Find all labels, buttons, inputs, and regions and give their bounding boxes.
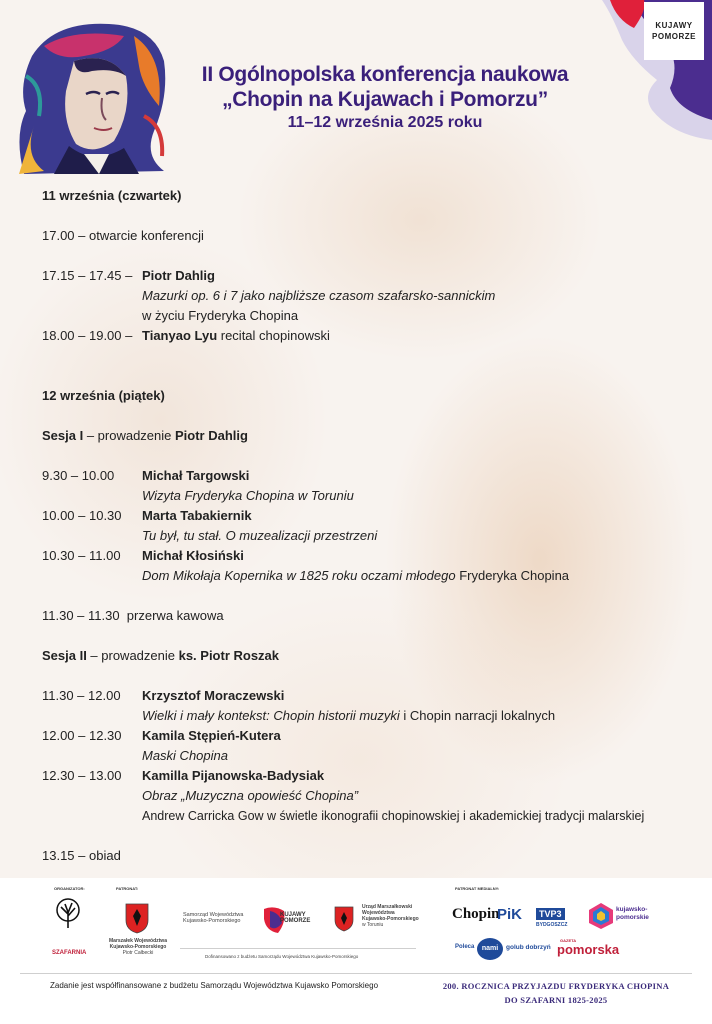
samorzad-text: Samorząd Województwa Kujawsko-Pomorskiego	[183, 912, 244, 924]
conference-title-block	[160, 62, 610, 134]
item-time: 10.00 – 10.30	[42, 508, 122, 523]
program-item	[42, 766, 692, 786]
tvp3-logo: TVP3	[536, 908, 565, 920]
funding-note: Dofinansowano z budżetu Samorządu Województwa Kujawsko-Pomorskiego	[205, 954, 359, 959]
item-time: 17.15 – 17.45 –	[42, 268, 133, 283]
szafarnia-logo: SZAFARNIA	[52, 950, 87, 956]
polskie-radio-chopin-logo: Chopin	[452, 906, 500, 922]
speaker-name: Marta Tabakiernik	[142, 508, 252, 523]
anniversary-text: 200. ROCZNICA PRZYJAZDU FRYDERYKA CHOPINA DO SZAFARNI 1825-2025	[442, 981, 670, 1005]
gazeta-label: GAZETA	[560, 938, 577, 943]
program-item	[42, 546, 692, 566]
organizer-label: ORGANIZATOR:	[54, 886, 85, 891]
poleca-label: Poleca	[455, 944, 475, 950]
program-item	[42, 466, 692, 486]
speaker-name: Michał Kłosiński	[142, 548, 244, 563]
talk-title-cont: w życiu Fryderyka Chopina	[142, 308, 299, 323]
brand-line2: POMORZE	[652, 32, 696, 41]
item-note: recital chopinowski	[217, 328, 330, 343]
program-item	[42, 506, 692, 526]
program-item	[42, 686, 692, 706]
title-dates: 11–12 września 2025 roku	[287, 114, 483, 131]
marshal-caption: Marszałek Województwa Kujawsko-Pomorskiego Piotr Całbecki	[109, 938, 167, 956]
speaker-name: Tianyao Lyu	[142, 328, 218, 343]
speaker-name: Kamilla Pijanowska-Badysiak	[142, 768, 325, 783]
lunch: 13.15 – obiad	[42, 848, 121, 863]
talk-title: Wielki i mały kontekst: Chopin historii muzyki i Chopin narracji lokalnych	[142, 708, 556, 723]
kujawy-pomorze-text: KUJAWY POMORZE	[280, 912, 311, 924]
footer	[0, 878, 712, 1024]
program-item	[42, 726, 692, 746]
tvp3-city: BYDGOSZCZ	[536, 922, 568, 928]
talk-title: Dom Mikołaja Kopernika w 1825 roku oczami młodego Fryderyka Chopina	[142, 568, 570, 583]
coat-of-arms-icon	[334, 906, 354, 932]
cofinancing-note: Zadanie jest współfinansowane z budżetu Samorządu Województwa Kujawsko Pomorskiego	[50, 981, 379, 990]
item-time: 9.30 – 10.00	[42, 468, 115, 483]
item-time: 11.30 – 12.00	[42, 688, 121, 703]
media-label: PATRONAT MEDIALNY:	[455, 886, 500, 891]
coat-of-arms-icon	[124, 902, 150, 934]
title-line1: II Ogólnopolska konferencja naukowa	[201, 63, 569, 86]
coffee-break: 11.30 – 11.30 przerwa kawowa	[42, 608, 224, 623]
talk-title-cont: Andrew Carricka Gow w świetle ikonografii chopinowskiej i akademickiej tradycji malarskiej	[142, 809, 645, 823]
session2-heading: Sesja II – prowadzenie ks. Piotr Roszak	[42, 648, 280, 663]
golub-dobrzyn-logo: golub dobrzyń	[506, 944, 551, 951]
speaker-name: Michał Targowski	[142, 468, 250, 483]
nami-logo: nami	[477, 938, 503, 960]
session1-heading: Sesja I – prowadzenie Piotr Dahlig	[42, 428, 248, 443]
speaker-name: Piotr Dahlig	[142, 268, 215, 283]
program	[42, 186, 692, 866]
patron-label: PATRONAT:	[116, 886, 139, 891]
urzad-text: Urząd Marszałkowski Województwa Kujawsko-Pomorskiego w Toruniu	[362, 904, 419, 928]
program-item	[42, 326, 692, 346]
talk-title: Obraz „Muzyczna opowieść Chopina”	[142, 788, 359, 803]
kujawsko-pomorskie-text: kujawsko- pomorskie	[616, 906, 649, 921]
item-time: 10.30 – 11.00	[42, 548, 121, 563]
chopin-portrait-illustration	[14, 16, 174, 176]
pik-radio-logo: PiK	[497, 906, 523, 923]
day2-heading: 12 września (piątek)	[42, 388, 165, 403]
speaker-name: Krzysztof Moraczewski	[142, 688, 285, 703]
talk-title: Maski Chopina	[142, 748, 228, 763]
talk-title: Mazurki op. 6 i 7 jako najbliższe czasom szafarsko-sannickim	[142, 288, 496, 303]
item-time: 12.30 – 13.00	[42, 768, 122, 783]
talk-title: Wizyta Fryderyka Chopina w Toruniu	[142, 488, 354, 503]
item-time: 18.00 – 19.00 –	[42, 328, 133, 343]
kujawsko-pomorskie-mark-icon	[588, 902, 614, 930]
tree-logo-icon	[54, 898, 82, 930]
program-item	[42, 266, 692, 286]
day1-heading: 11 września (czwartek)	[42, 188, 182, 203]
gazeta-pomorska-logo: pomorska	[557, 942, 620, 957]
talk-title: Tu był, tu stał. O muzealizacji przestrzeni	[142, 528, 378, 543]
item-time: 12.00 – 12.30	[42, 728, 122, 743]
brand-line1: KUJAWY	[655, 21, 693, 30]
speaker-name: Kamila Stępień-Kutera	[142, 728, 281, 743]
day1-opening: 17.00 – otwarcie konferencji	[42, 228, 204, 243]
kujawy-pomorze-logo	[644, 2, 704, 60]
title-line2: „Chopin na Kujawach i Pomorzu”	[222, 88, 548, 111]
